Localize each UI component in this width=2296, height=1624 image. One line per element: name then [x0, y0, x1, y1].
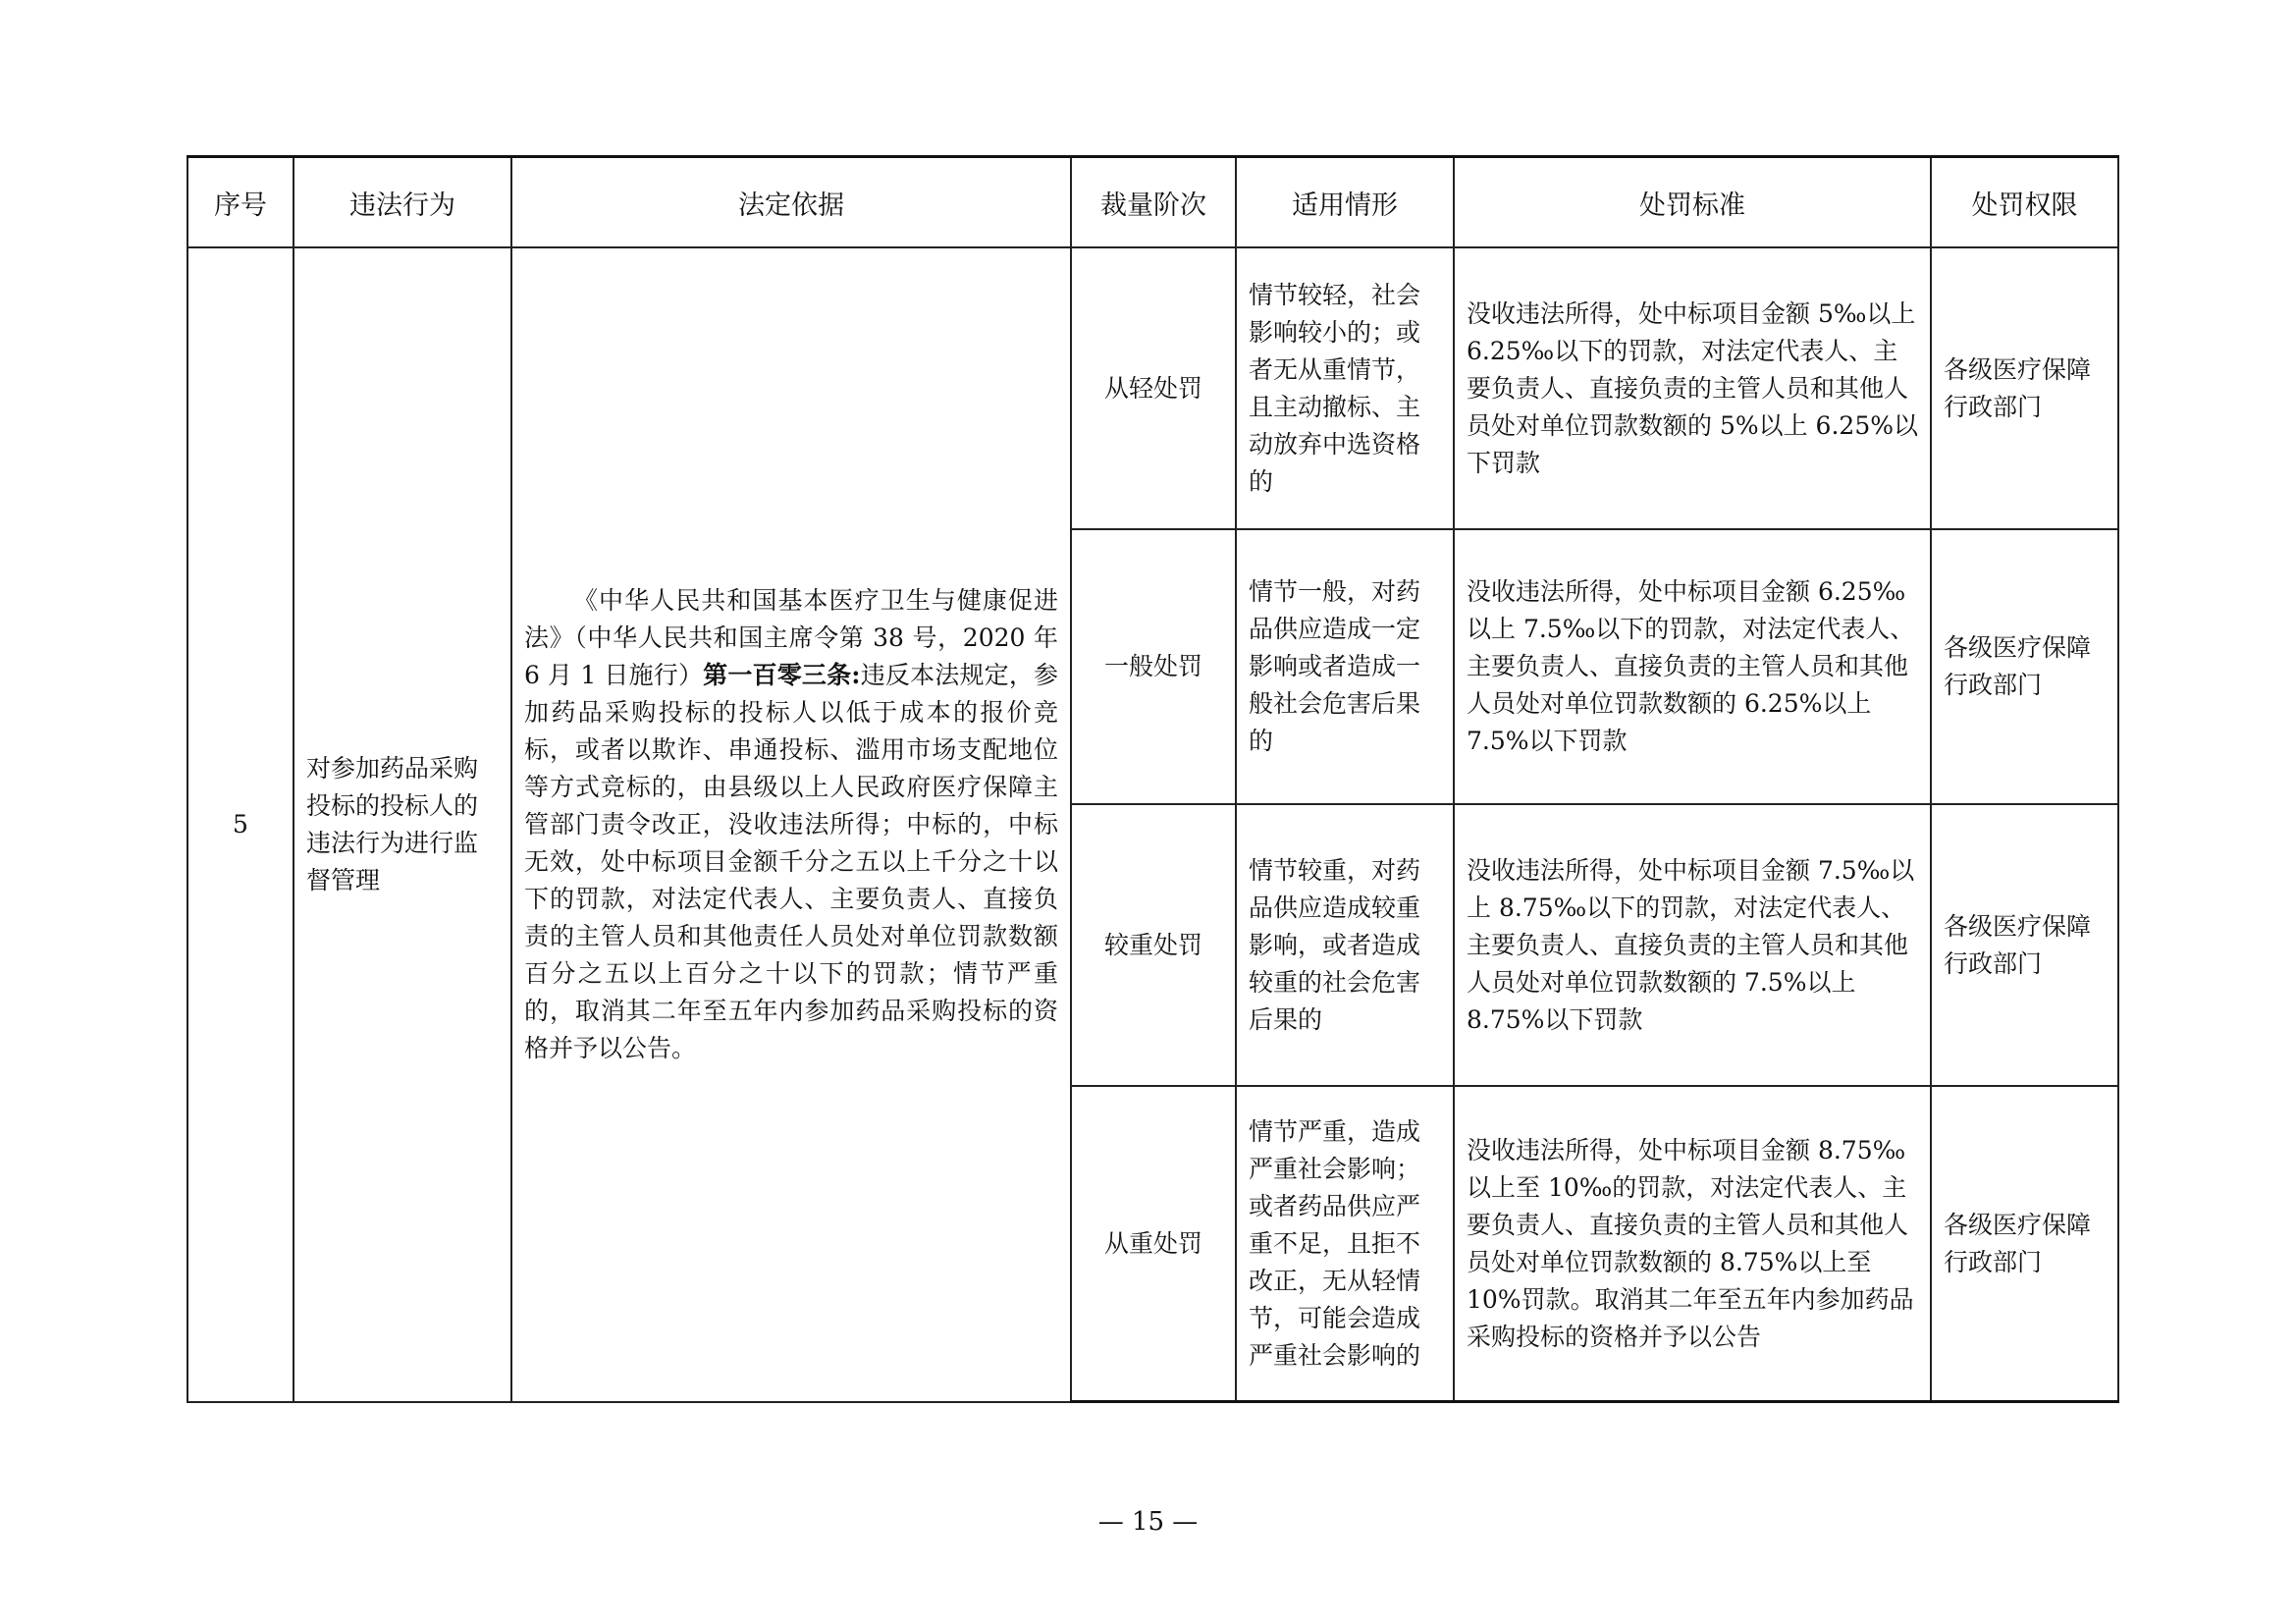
tier-standard: 没收违法所得，处中标项目金额 6.25‰以上 7.5‰以下的罚款，对法定代表人、主要负责人、直接负责的主管人员和其他人员处对单位罚款数额的 6.25%以上 7.5%以下罚款 [1454, 529, 1931, 804]
violation-description: 对参加药品采购投标的投标人的违法行为进行监督管理 [294, 247, 511, 1402]
legal-basis-text: 违反本法规定，参加药品采购投标的投标人以低于成本的报价竞标，或者以欺诈、串通投标、滥用市场支配地位等方式竞标的，由县级以上人民政府医疗保障主管部门责令改正，没收违法所得；中标的，中标无效，处中标项目金额千分之五以上千分之十以下的罚款，对法定代表人、主要负责人、直接负责的主管人员和其他责任人员处对单位罚款数额百分之五以上百分之十以下的罚款；情节严重的，取消其二年至五年内参加药品采购投标的资格并予以公告。 [524, 660, 1059, 1062]
header-penalty-authority: 处罚权限 [1931, 157, 2118, 248]
tier-level: 一般处罚 [1071, 529, 1236, 804]
tier-level: 从重处罚 [1071, 1086, 1236, 1402]
header-applicable-situation: 适用情形 [1236, 157, 1454, 248]
tier-situation: 情节严重，造成严重社会影响；或者药品供应严重不足，且拒不改正，无从轻情节，可能会造成严重社会影响的 [1236, 1086, 1454, 1402]
header-discretion-level: 裁量阶次 [1071, 157, 1236, 248]
tier-standard: 没收违法所得，处中标项目金额 7.5‰以上 8.75‰以下的罚款，对法定代表人、主要负责人、直接负责的主管人员和其他人员处对单位罚款数额的 7.5%以上 8.75%以下罚款 [1454, 804, 1931, 1086]
penalty-discretion-table [187, 155, 2119, 1403]
header-no: 序号 [187, 157, 294, 248]
tier-authority: 各级医疗保障行政部门 [1931, 1086, 2118, 1402]
tier-situation: 情节一般，对药品供应造成一定影响或者造成一般社会危害后果的 [1236, 529, 1454, 804]
legal-basis [511, 247, 1071, 1402]
tier-standard: 没收违法所得，处中标项目金额 8.75‰以上至 10‰的罚款，对法定代表人、主要负责人、直接负责的主管人员和其他人员处对单位罚款数额的 8.75%以上至 10%罚款。取消其二年至五年内参加药品采购投标的资格并予以公告 [1454, 1086, 1931, 1402]
page-number: — 15 — [1097, 1507, 1199, 1537]
tier-level: 较重处罚 [1071, 804, 1236, 1086]
tier-authority: 各级医疗保障行政部门 [1931, 804, 2118, 1086]
tier-situation: 情节较重，对药品供应造成较重影响，或者造成较重的社会危害后果的 [1236, 804, 1454, 1086]
header-penalty-standard: 处罚标准 [1454, 157, 1931, 248]
legal-basis-citation: 《中华人民共和国基本医疗卫生与健康促进法》（中华人民共和国主席令第 38 号，2020 年 6 月 1 日施行） [524, 585, 1058, 689]
tier-standard: 没收违法所得，处中标项目金额 5‰以上 6.25‰以下的罚款，对法定代表人、主要负责人、直接负责的主管人员和其他人员处对单位罚款数额的 5%以上 6.25%以下罚款 [1454, 247, 1931, 529]
legal-basis-article: 第一百零三条: [703, 660, 861, 689]
tier-situation: 情节较轻，社会影响较小的；或者无从重情节，且主动撤标、主动放弃中选资格的 [1236, 247, 1454, 529]
row-number: 5 [187, 247, 294, 1402]
tier-level: 从轻处罚 [1071, 247, 1236, 529]
tier-authority: 各级医疗保障行政部门 [1931, 247, 2118, 529]
tier-authority: 各级医疗保障行政部门 [1931, 529, 2118, 804]
header-row [187, 157, 2118, 248]
header-violation: 违法行为 [294, 157, 511, 248]
header-legal-basis: 法定依据 [511, 157, 1071, 248]
table-row [187, 247, 2118, 529]
